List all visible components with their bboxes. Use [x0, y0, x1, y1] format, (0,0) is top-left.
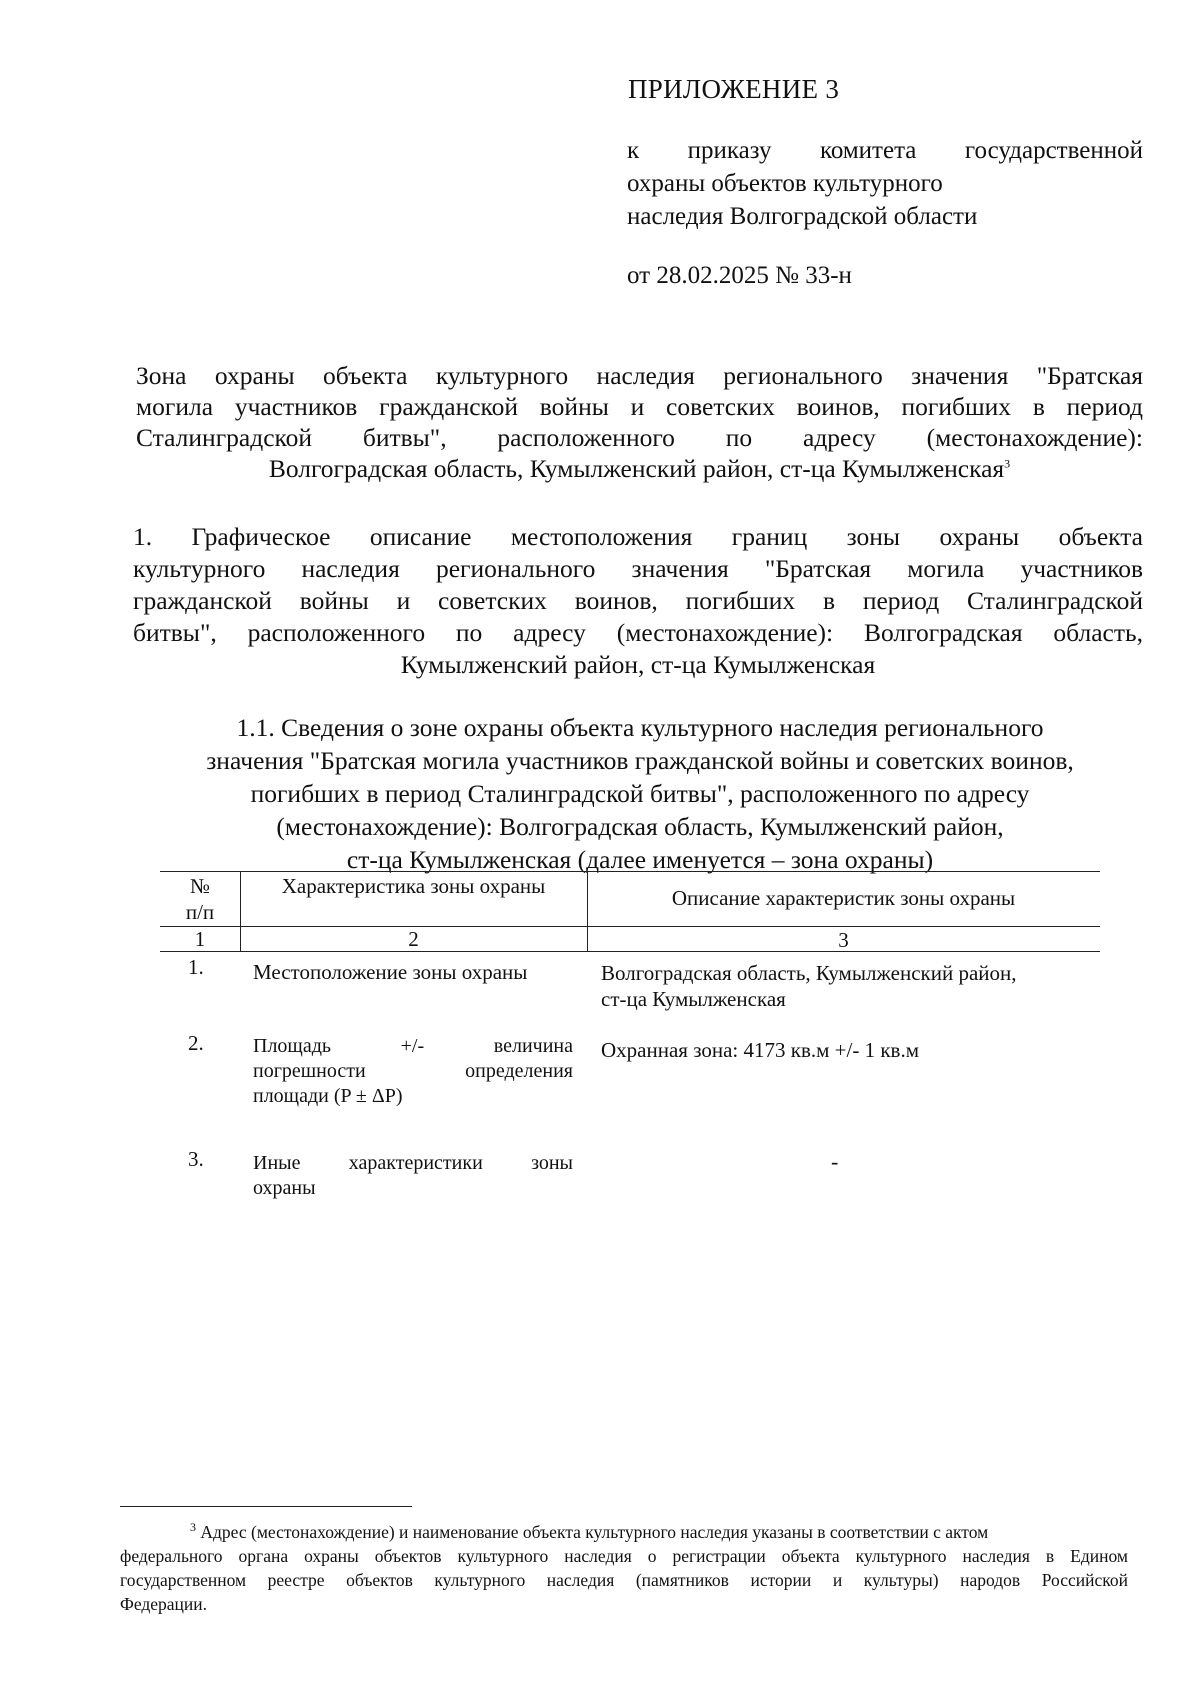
row-description [601, 960, 1101, 1012]
index-cell: 1 [194, 927, 206, 951]
row-characteristic-line: охраны [253, 1177, 316, 1199]
section-1-1-line: погибших в период Сталинградской битвы", расположенного по адресу [250, 779, 1030, 808]
row-description-line: Волгоградская область, Кумылженский район, [601, 961, 1017, 985]
order-reference [627, 134, 1143, 233]
footnote-text: Адрес (местонахождение) и наименование объекта культурного наследия указаны в соответствии с актом [200, 1522, 989, 1542]
row-characteristic-line: Площадь +/- величина [253, 1035, 573, 1057]
section-1-1-line: (местонахождение): Волгоградская область, Кумылженский район, [276, 812, 1004, 841]
zone-title-line: Сталинградской битвы", расположенного по адресу (местонахождение): [136, 423, 1143, 452]
row-description: - [831, 1149, 839, 1174]
footnote-reference[interactable]: 3 [1004, 456, 1011, 471]
row-characteristic [253, 1034, 573, 1109]
row-characteristic-line: погрешности определения [253, 1060, 573, 1082]
section-1-heading [133, 521, 1143, 681]
header-number [160, 873, 240, 925]
footnote-line: федерального органа охраны объектов культурного наследия о регистрации объекта культурного наследия в Едином [120, 1546, 1128, 1566]
section-1-1-line: 1.1. Сведения о зоне охраны объекта культурного наследия регионального [236, 713, 1044, 742]
zone-title-line: Зона охраны объекта культурного наследия регионального значения "Братская [136, 361, 1143, 390]
index-cell: 3 [838, 928, 849, 952]
row-characteristic-line: Иные характеристики зоны [253, 1152, 573, 1174]
footnote-mark: 3 [190, 1520, 196, 1535]
zone-characteristics-table [160, 871, 1100, 1211]
table-top-rule [160, 871, 1100, 872]
row-number: 1. [188, 955, 204, 979]
index-cell: 2 [408, 927, 419, 951]
section-1-line: 1. Графическое описание местоположения границ зоны охраны объекта [133, 522, 1143, 551]
footnote [120, 1520, 1128, 1616]
footnote-line: государственном реестре объектов культурного наследия (памятников истории и культуры) народов Российской [120, 1570, 1128, 1590]
row-characteristic [253, 1151, 573, 1201]
header-number-symbol: № [189, 874, 211, 898]
footnote-separator [120, 1506, 412, 1507]
row-description: Охранная зона: 4173 кв.м +/- 1 кв.м [601, 1038, 919, 1062]
order-ref-line: наследия Волгоградской области [627, 203, 978, 230]
section-1-line: битвы", расположенного по адресу (местонахождение): Волгоградская область, [133, 618, 1143, 647]
row-number: 2. [188, 1031, 204, 1055]
section-1-line: Кумылженский район, ст-ца Кумылженская [400, 650, 876, 679]
row-number: 3. [188, 1147, 204, 1171]
header-description: Описание характеристик зоны охраны [671, 886, 1016, 910]
order-ref-line: к приказу комитета государственной [627, 137, 1143, 164]
zone-title-last-line [136, 453, 1143, 484]
footnote-line [120, 1520, 1128, 1544]
zone-title-line: могила участников гражданской войны и советских воинов, погибших в период [136, 392, 1143, 421]
zone-title [136, 360, 1143, 484]
footnote-line: Федерации. [120, 1594, 208, 1614]
appendix-title: ПРИЛОЖЕНИЕ 3 [628, 74, 840, 104]
section-1-1-heading [140, 711, 1140, 876]
section-1-line: культурного наследия регионального значения "Братская могила участников [133, 554, 1143, 583]
row-characteristic-line: площади (P ± ΔP) [253, 1085, 403, 1107]
order-date: от 28.02.2025 № 33-н [627, 262, 852, 289]
section-1-1-line: значения "Братская могила участников гражданской войны и советских воинов, [206, 746, 1074, 775]
header-characteristic: Характеристика зоны охраны [281, 874, 546, 898]
row-characteristic: Местоположение зоны охраны [253, 960, 528, 984]
order-ref-line: охраны объектов культурного [627, 170, 943, 197]
zone-title-line: Волгоградская область, Кумылженский район, ст-ца Кумылженская [268, 454, 1005, 483]
section-1-1-line: ст-ца Кумылженская (далее именуется – зона охраны) [346, 845, 934, 874]
section-1-line: гражданской войны и советских воинов, погибших в период Сталинградской [133, 586, 1143, 615]
header-number-abbr: п/п [185, 900, 215, 924]
row-description-line: ст-ца Кумылженская [601, 987, 786, 1011]
